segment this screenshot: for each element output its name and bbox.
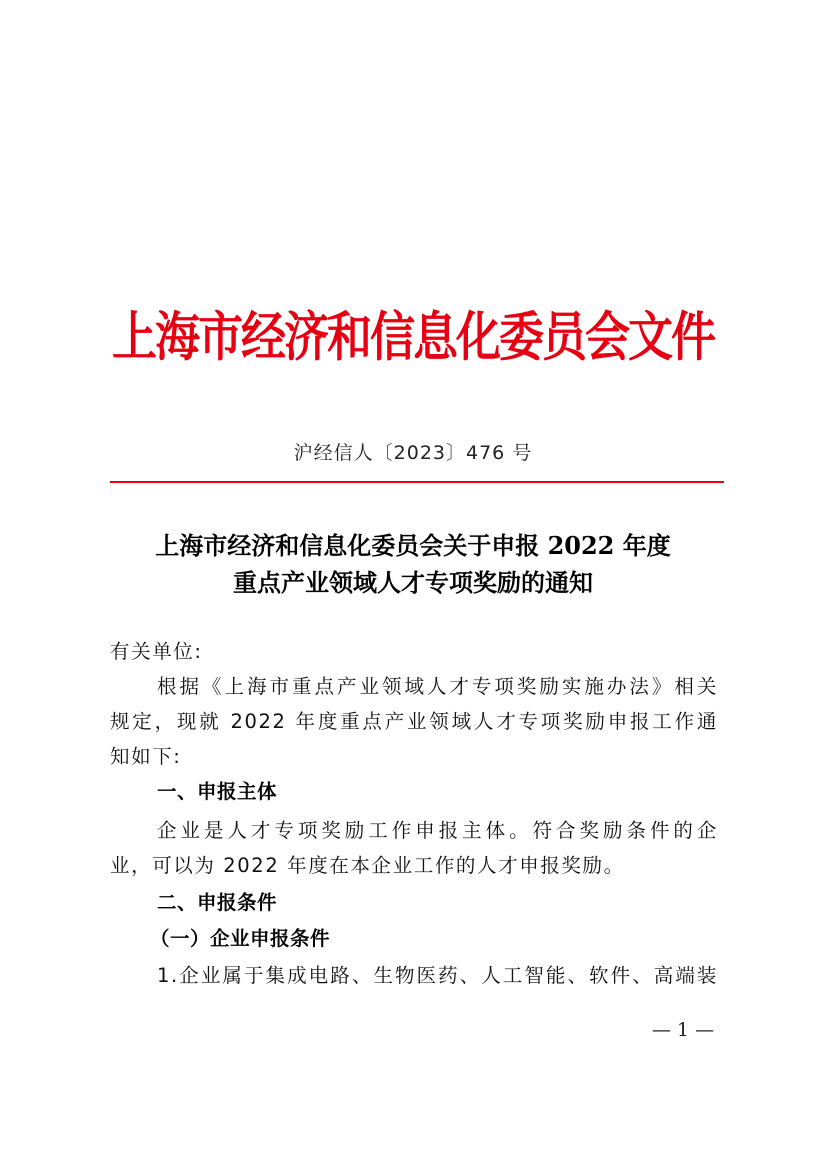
subsection-heading: （一）企业申报条件 bbox=[150, 927, 331, 950]
red-divider-line bbox=[110, 481, 724, 483]
intro-line-3: 知如下: bbox=[110, 745, 182, 768]
intro-line-2: 规定，现就 2022 年度重点产业领域人才专项奖励申报工作通 bbox=[110, 710, 718, 733]
section-heading-2: 二、申报条件 bbox=[157, 891, 278, 914]
section1-line-1: 企业是人才专项奖励工作申报主体。符合奖励条件的企 bbox=[157, 819, 718, 842]
section-heading-1: 一、申报主体 bbox=[157, 780, 278, 803]
salutation: 有关单位: bbox=[110, 640, 203, 663]
section2-item-1: 1.企业属于集成电路、生物医药、人工智能、软件、高端装 bbox=[157, 964, 718, 987]
document-title-line-2: 重点产业领域人才专项奖励的通知 bbox=[233, 568, 593, 597]
document-number: 沪经信人〔2023〕476 号 bbox=[293, 442, 533, 464]
page-number: — 1 — bbox=[652, 1019, 715, 1041]
document-title-line-1: 上海市经济和信息化委员会关于申报 2022 年度 bbox=[155, 531, 671, 560]
section1-line-2: 业，可以为 2022 年度在本企业工作的人才申报奖励。 bbox=[110, 854, 625, 877]
intro-line-1: 根据《上海市重点产业领域人才专项奖励实施办法》相关 bbox=[157, 675, 718, 698]
document-masthead: 上海市经济和信息化委员会文件 bbox=[111, 305, 714, 368]
